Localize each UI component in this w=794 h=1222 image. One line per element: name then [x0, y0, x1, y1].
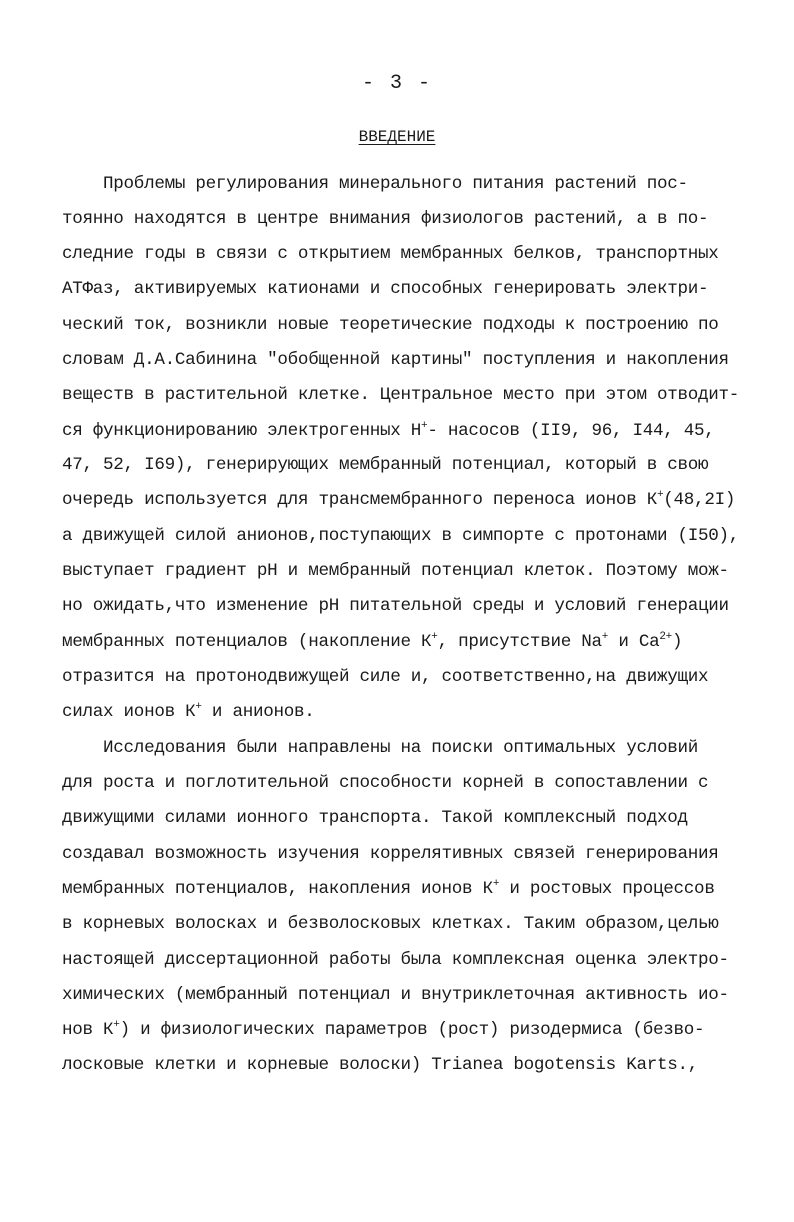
text-line [62, 806, 688, 830]
text-segment: - насосов (II9, 96, I44, 45, [427, 421, 715, 441]
text-line [62, 348, 729, 372]
page-number: - 3 - [361, 72, 432, 95]
section-heading: ВВЕДЕНИЕ [358, 128, 436, 146]
text-segment: тоянно находятся в центре внимания физиологов растений, а в по- [62, 209, 709, 229]
text-segment: выступает градиент рН и мембранный потенциал клеток. Поэтому мож- [62, 561, 729, 581]
text-line [62, 1018, 704, 1042]
text-line [62, 842, 719, 866]
text-segment: и анионов. [201, 702, 315, 722]
text-line [62, 419, 715, 443]
text-line [62, 700, 315, 724]
text-line [62, 594, 729, 618]
text-line [62, 453, 708, 477]
text-segment: движущими силами ионного транспорта. Такой комплексный подход [62, 808, 688, 828]
text-segment: в корневых волосках и безволосковых клетках. Таким образом,целью [62, 914, 719, 934]
superscript: 2+ [659, 631, 672, 643]
text-segment: , присутствие Na [437, 632, 602, 652]
text-line [62, 559, 729, 583]
text-segment: для роста и поглотительной способности корней в сопоставлении с [62, 773, 709, 793]
text-line [62, 172, 688, 196]
text-line [62, 771, 708, 795]
text-line [62, 630, 682, 654]
text-segment: ) [671, 632, 683, 652]
text-segment: и ростовых процессов [499, 879, 715, 899]
text-line [62, 665, 708, 689]
superscript: + [601, 631, 609, 643]
text-segment: Проблемы регулирования минерального питания растений пос- [62, 174, 688, 194]
text-segment: химических (мембранный потенциал и внутриклеточная активность ио- [62, 985, 729, 1005]
superscript: + [195, 701, 202, 713]
text-line [62, 488, 735, 512]
text-segment: Исследования были направлены на поиски оптимальных условий [62, 738, 698, 758]
text-segment: мембранных потенциалов, накопления ионов К [62, 879, 493, 899]
text-segment: отразится на протонодвижущей силе и, соответственно,на движущих [62, 667, 709, 687]
text-segment: а движущей силой анионов,поступающих в симпорте с протонами (I50), [62, 526, 740, 546]
text-segment: силах ионов К [62, 702, 196, 722]
text-segment: (48,2I) [663, 490, 736, 510]
text-line [62, 313, 719, 337]
text-segment: ческий ток, возникли новые теоретические подходы к построению по [62, 315, 719, 335]
text-line [62, 524, 739, 548]
text-segment: следние годы в связи с открытием мембранных белков, транспортных [62, 244, 719, 264]
text-line [62, 983, 729, 1007]
text-line [62, 912, 719, 936]
text-segment: ) и физиологических параметров (рост) ризодермиса (безво- [119, 1020, 705, 1040]
text-line [62, 1053, 698, 1077]
text-segment: ся функционированию электрогенных Н [62, 421, 422, 441]
text-segment: нов К [62, 1020, 114, 1040]
superscript: + [421, 420, 428, 432]
superscript: + [431, 631, 438, 643]
superscript: + [492, 878, 500, 890]
text-segment: 47, 52, I69), генерирующих мембранный потенциал, который в свою [62, 455, 709, 475]
text-segment: АТФаз, активируемых катионами и способных генерировать электри- [62, 279, 709, 299]
text-segment: настоящей диссертационной работы была комплексная оценка электро- [62, 950, 729, 970]
text-line [62, 736, 698, 760]
text-line [62, 948, 729, 972]
text-line [62, 277, 708, 301]
text-segment: словам Д.А.Сабинина "обобщенной картины" поступления и накопления [62, 350, 729, 370]
text-segment: веществ в растительной клетке. Центральное место при этом отводит- [62, 385, 740, 405]
text-segment: очередь используется для трансмембранного переноса ионов К [62, 490, 657, 510]
text-line [62, 242, 719, 266]
superscript: + [656, 489, 664, 501]
superscript: + [113, 1019, 120, 1031]
text-line [62, 877, 715, 901]
text-segment: но ожидать,что изменение рН питательной среды и условий генерации [62, 596, 729, 616]
text-segment: мембранных потенциалов (накопление К [62, 632, 432, 652]
text-line [62, 383, 739, 407]
text-segment: и Са [608, 632, 660, 652]
text-line [62, 207, 708, 231]
text-segment: создавал возможность изучения коррелятивных связей генерирования [62, 844, 719, 864]
text-segment: лосковые клетки и корневые волоски) Trianea bogotensis Karts., [62, 1055, 698, 1075]
